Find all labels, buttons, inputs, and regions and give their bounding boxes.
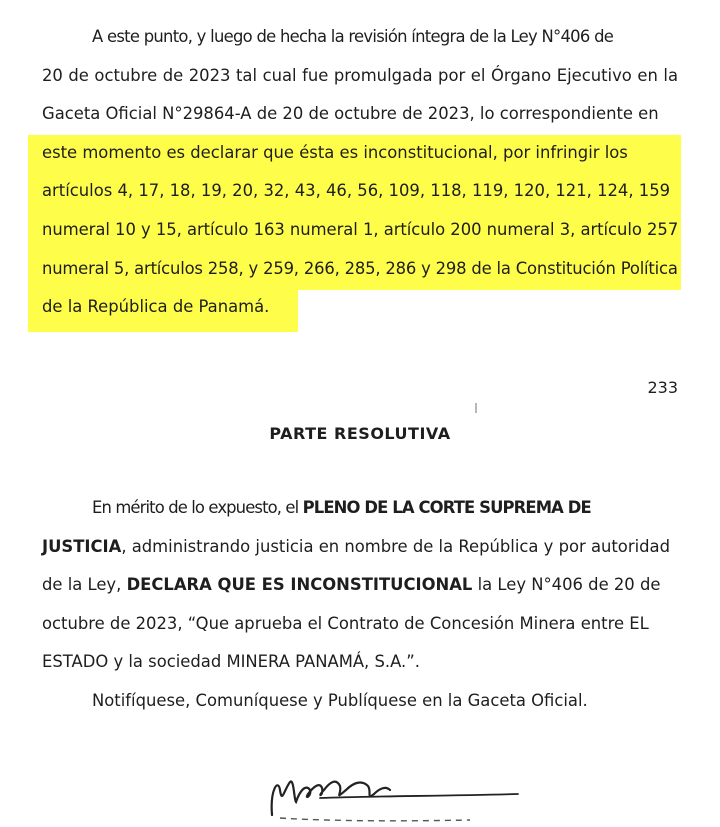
text-line: numeral 5, artículos 258, y 259, 266, 285, 286 y 298 de la Constitución Política bbox=[42, 258, 678, 278]
closing-line: Notifíquese, Comuníquese y Publíquese en la Gaceta Oficial. bbox=[92, 690, 588, 710]
text-line: de la República de Panamá. bbox=[42, 297, 270, 317]
text-line: 20 de octubre de 2023 tal cual fue promulgada por el Órgano Ejecutivo en la bbox=[42, 65, 678, 85]
paragraph-resolution bbox=[42, 489, 678, 721]
text-line: este momento es declarar que ésta es inconstitucional, por infringir los bbox=[42, 142, 628, 162]
bold-text-run: PLENO DE LA CORTE SUPREMA DE bbox=[302, 498, 591, 517]
text-run: la Ley N°406 de 20 de bbox=[472, 575, 661, 595]
page-number: 233 bbox=[647, 378, 678, 397]
text-line: A este punto, y luego de hecha la revisión íntegra de la Ley N°406 de bbox=[92, 27, 614, 46]
signature-icon bbox=[250, 760, 550, 827]
text-line: ESTADO y la sociedad MINERA PANAMÁ, S.A.”. bbox=[42, 652, 420, 672]
section-heading: PARTE RESOLUTIVA bbox=[269, 424, 451, 443]
text-line: octubre de 2023, “Que aprueba el Contrato de Concesión Minera entre EL bbox=[42, 613, 649, 633]
text-line bbox=[42, 489, 678, 528]
text-line: artículos 4, 17, 18, 19, 20, 32, 43, 46, 56, 109, 118, 119, 120, 121, 124, 159 bbox=[42, 181, 671, 201]
text-run: de la Ley, bbox=[42, 575, 127, 595]
text-line bbox=[42, 528, 678, 567]
text-run: En mérito de lo expuesto, el bbox=[92, 498, 303, 517]
text-line: numeral 10 y 15, artículo 163 numeral 1, artículo 200 numeral 3, artículo 257 bbox=[42, 219, 679, 239]
text-line: Gaceta Oficial N°29864-A de 20 de octubre de 2023, lo correspondiente en bbox=[42, 104, 659, 124]
bold-text-run: JUSTICIA bbox=[42, 536, 122, 556]
scan-mark bbox=[475, 403, 477, 413]
bold-text-run: DECLARA QUE ES INCONSTITUCIONAL bbox=[126, 575, 473, 595]
text-run: , administrando justicia en nombre de la República y por autoridad bbox=[121, 536, 670, 556]
text-line bbox=[42, 566, 678, 605]
paragraph-analysis bbox=[42, 18, 678, 327]
